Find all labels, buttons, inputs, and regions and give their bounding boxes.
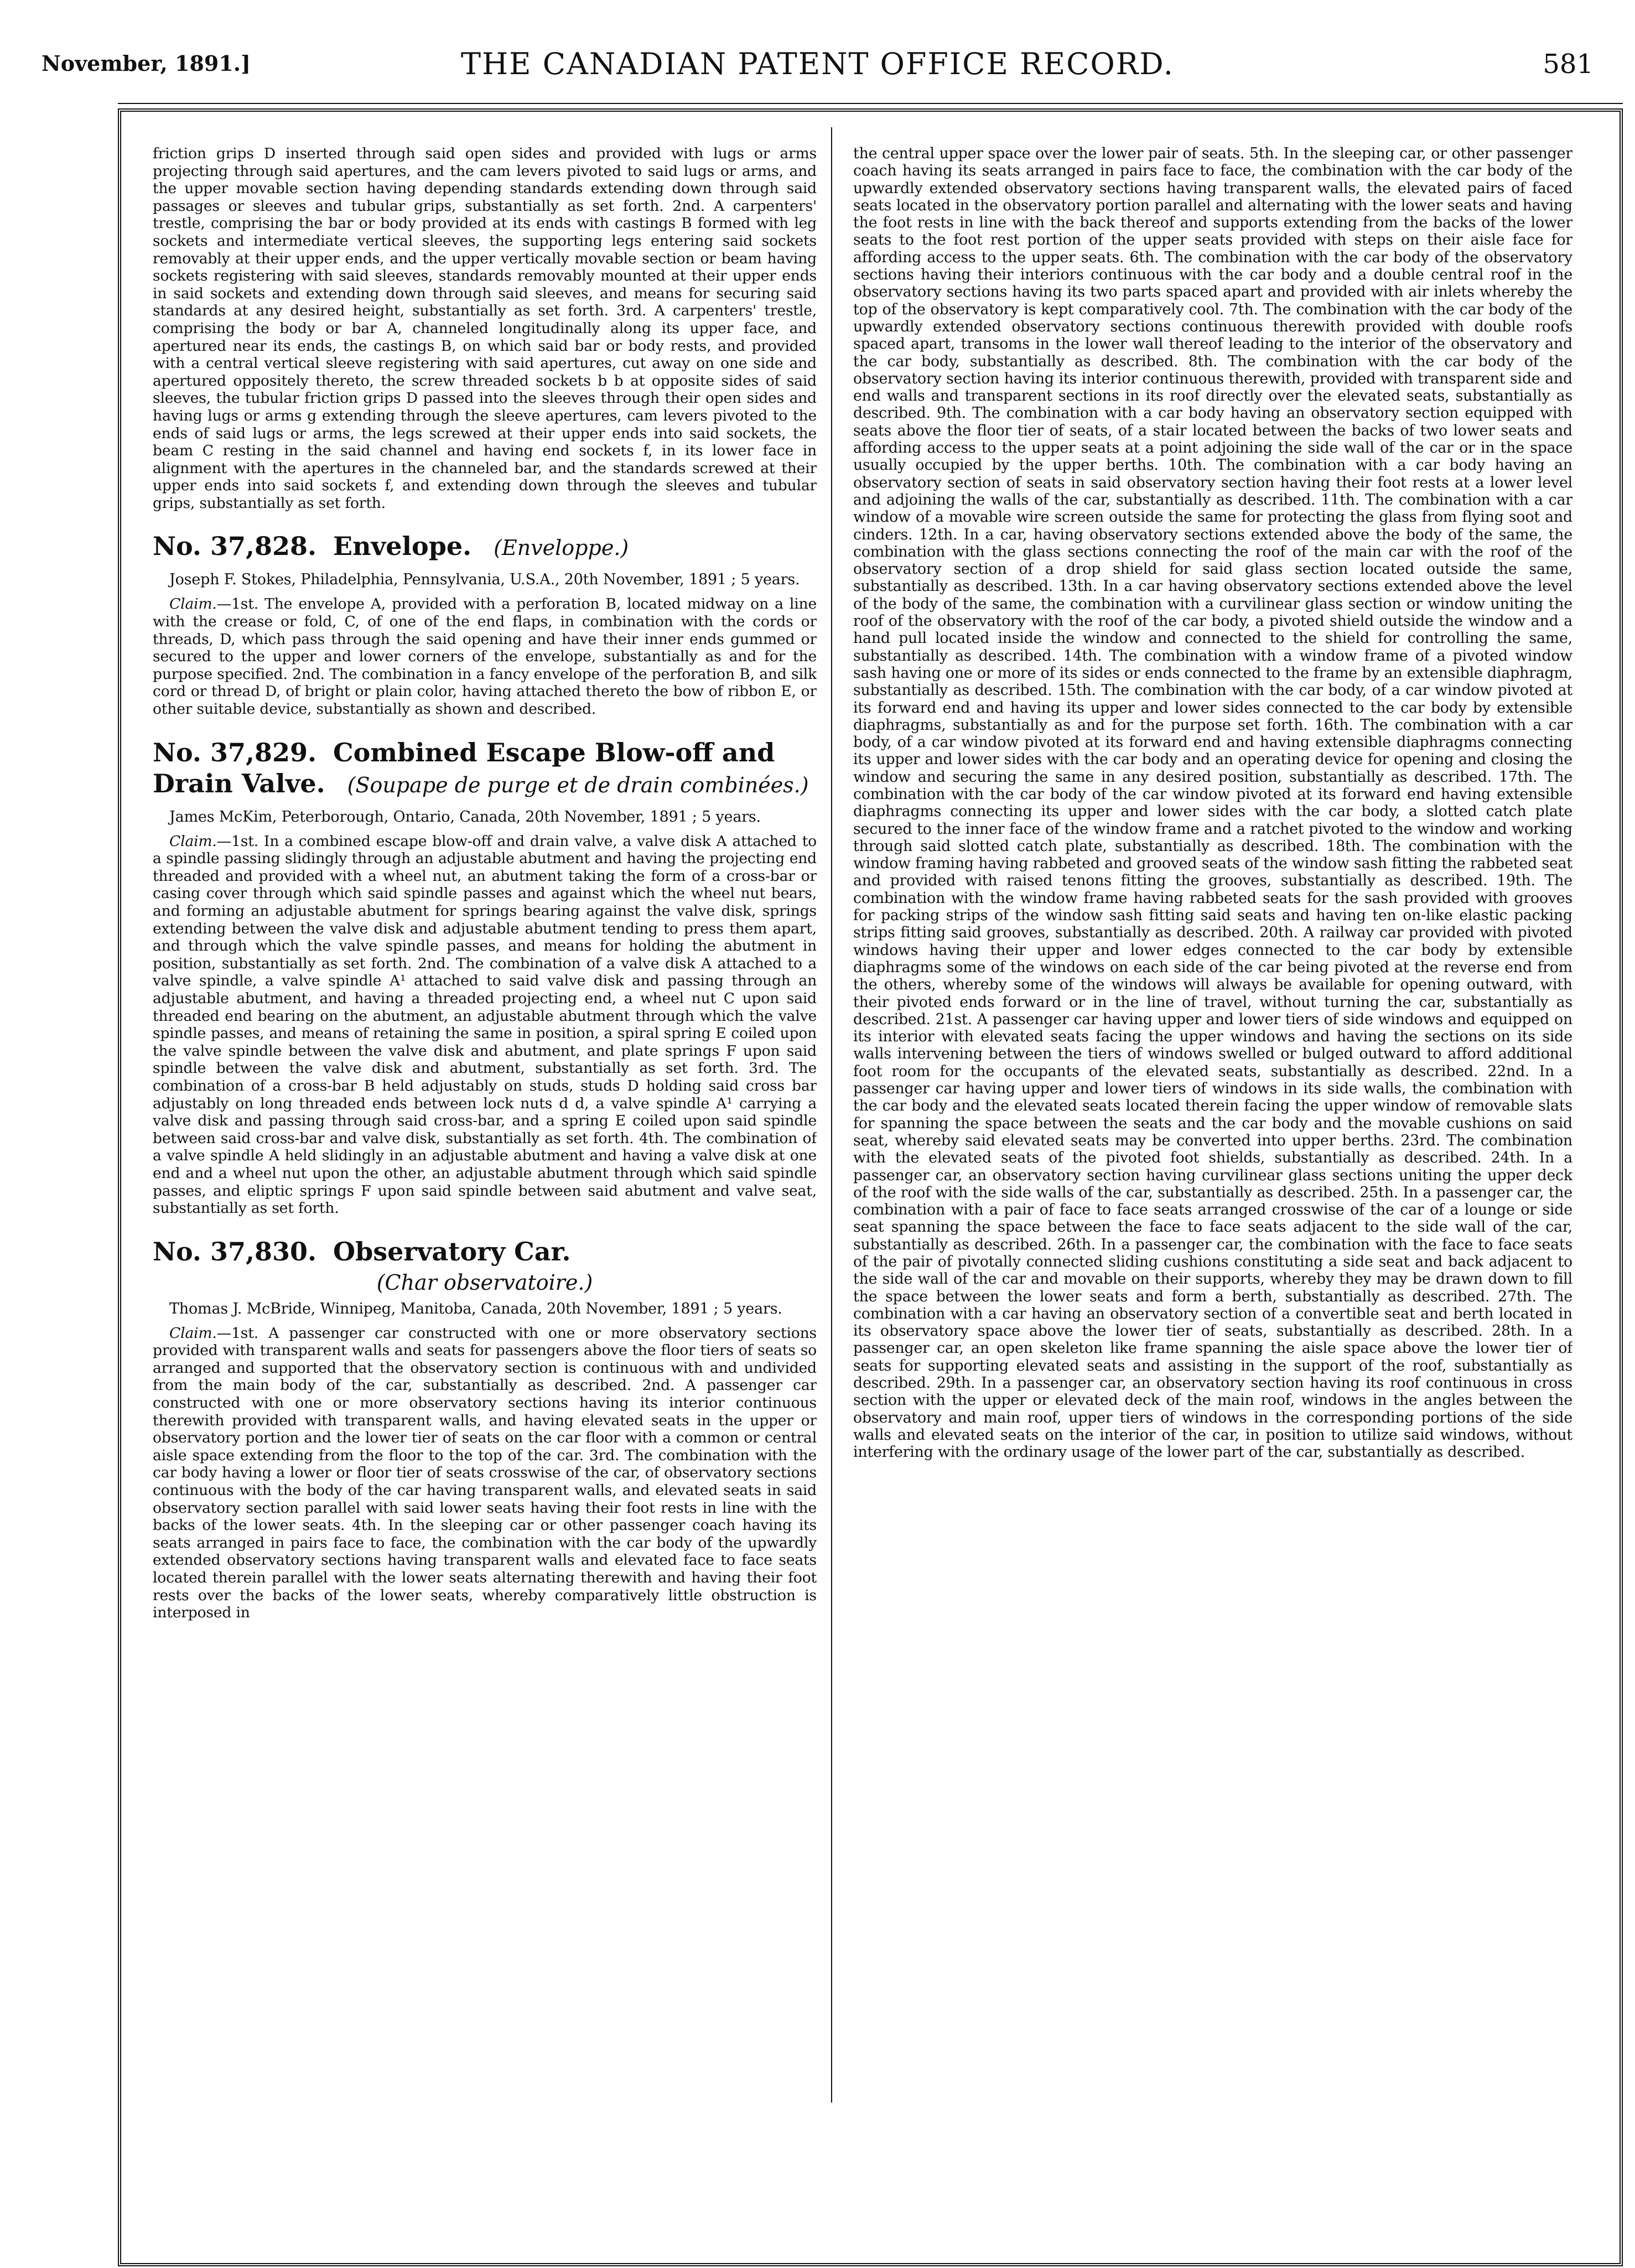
claim-label: Claim. [169, 595, 217, 613]
header-title: THE CANADIAN PATENT OFFICE RECORD. [461, 46, 1174, 81]
patent-number: No. 37,830. [153, 1236, 317, 1267]
continuation-text: friction grips D inserted through said open sides and provided with lugs or arms projecting through said apertures, and the cam levers pivoted to said lugs or arms, and the upper movable section having depending standards extending down through said passages or sleeves and tubular grips, substantially as set forth. 2nd. A carpenters' trestle, comprising the bar or body provided at its ends with castings B formed with leg sockets and intermediate vertical sleeves, the supporting legs entering said sockets removably at their upper ends, and the upper vertically movable section or beam having sockets registering with said sleeves, standards removably mounted at their upper ends in said sockets and extending down through said sleeves, and means for securing said standards at any desired height, substantially as set forth. 3rd. A carpenters' trestle, comprising the body or bar A, channeled longitudinally along its upper face, and apertured near its ends, the castings B, on which said bar or body rests, and provided with a central vertical sleeve registering with said apertures, cut away on one side and apertured oppositely thereto, the screw threaded sockets b b at opposite sides of said sleeves, the tubular friction grips D passed into the sleeves through their open sides and having lugs or arms g extending through the sleeve apertures, cam levers pivoted to the ends of said lugs or arms, the legs screwed at their upper ends into said sockets, the beam C resting in the said channel and having end sockets f, in its lower face in alignment with the apertures in the channeled bar, and the standards screwed at their upper ends into said sockets f, and extending down through the sleeves and tubular grips, substantially as set forth. [153, 145, 817, 512]
patent-french-name: (Soupape de purge et de drain combinées.) [347, 772, 809, 797]
patent-name: Combined Escape Blow-off and Drain Valve. [153, 737, 775, 798]
claim-text [153, 1325, 817, 1622]
applicant-line: James McKim, Peterborough, Ontario, Canada, 20th November, 1891 ; 5 years. [169, 808, 761, 826]
claim-body: —1st. In a combined escape blow-off and drain valve, a valve disk A attached to a spindle passing slidingly through an adjustable abutment and having the projecting end threaded and provided with a wheel nut, an abutment taking the form of a cross-bar or casing cover through which said spindle passes and against which the wheel nut bears, and forming an adjustable abutment for springs bearing against the valve disk, springs extending between the valve disk and adjustable abutment tending to press them apart, and through which the valve spindle passes, and means for holding the abutment in position, substantially as set forth. 2nd. The combination of a valve disk A attached to a valve spindle, a valve spindle A¹ attached to said valve disk and passing through an adjustable abutment, and having a threaded projecting end, a wheel nut C upon said threaded end bearing on the abutment, an adjustable abutment through which the valve spindle passes, and means of retaining the same in position, a spiral spring E coiled upon the valve spindle between the valve disk and abutment, and plate springs F upon said spindle between the valve disk and abutment, substantially as set forth. 3rd. The combination of a cross-bar B held adjustably on studs, studs D holding said cross bar adjustably on long threaded ends between lock nuts d d, a valve spindle A¹ carrying a valve disk and passing through said cross-bar, and a spring E coiled upon said spindle between said cross-bar and valve disk, substantially as set forth. 4th. The combination of a valve spindle A held slidingly in an adjustable abutment and having a valve disk at one end and a wheel nut upon the other, an adjustable abutment through which said spindle passes, and eliptic springs F upon said spindle between said abutment and valve seat, substantially as set forth. [153, 832, 817, 1217]
applicant-line: Thomas J. McBride, Winnipeg, Manitoba, Canada, 20th November, 1891 ; 5 years. [169, 1300, 782, 1317]
top-rule [118, 103, 1623, 104]
right-column [853, 145, 1572, 2115]
claim-label: Claim. [169, 832, 217, 850]
patent-french-name: (Enveloppe.) [494, 536, 629, 560]
claim-text [153, 833, 817, 1217]
header-page-number: 581 [1543, 49, 1594, 80]
left-column [153, 145, 817, 2115]
claim-body: —1st. A passenger car constructed with one or more observatory sections provided with transparent walls and seats for passengers above the floor tiers of seats so arranged and supported that the observatory section is continuous with and undivided from the main body of the car, substantially as described. 2nd. A passenger car constructed with one or more observatory sections having its interior continuous therewith provided with transparent walls, and having elevated seats in the upper or observatory portion and the lower tier of seats on the car floor with a common or central aisle space extending from the floor to the top of the car. 3rd. The combination with the car body having a lower or floor tier of seats crosswise of the car, of observatory sections continuous with the body of the car having transparent walls, and elevated seats in said observatory section parallel with said lower seats having their foot rests in line with the backs of the lower seats. 4th. In the sleeping car or other passenger coach having its seats arranged in pairs face to face, the combination with the car body of the upwardly extended observatory sections having transparent walls and elevated face to face seats located therein parallel with the lower seats alternating therewith and having their foot rests over the backs of the lower seats, whereby comparatively little obstruction is interposed in [153, 1324, 817, 1622]
patent-entry-37828 [153, 531, 817, 718]
applicant-line: Joseph F. Stokes, Philadelphia, Pennsylvania, U.S.A., 20th November, 1891 ; 5 years. [169, 571, 800, 589]
entry-heading [153, 737, 817, 801]
right-column-text: the central upper space over the lower pair of seats. 5th. In the sleeping car, or other passenger coach having its seats arranged in pairs face to face, the combination with the car body of the upwardly extended observatory sections having transparent walls, the elevated pairs of faced seats located in the observatory portion parallel and alternating with the lower seats and having the foot rests in line with the back thereof and supports extending from the backs of the lower seats to the foot rest portion of the upper seats provided with steps on their aisle face for affording access to the upper seats. 6th. The combination with the car body of the observatory sections having their interiors continuous with the car body and a double central roof in the observatory sections having its two parts spaced apart and provided with air inlets whereby the top of the observatory is kept comparatively cool. 7th. The combination with the car body of the upwardly extended observatory sections continuous therewith provided with double roofs spaced apart, transoms in the lower wall thereof leading to the interior of the observatory and the car body, substantially as described. 8th. The combination with the car body of the observatory section having its interior continuous therewith, provided with transparent side and end walls and transparent sections in its roof directly over the elevated seats, substantially as described. 9th. The combination with a car body having an observatory section equipped with seats above the floor tier of seats, of a stair located between the backs of two lower seats and affording access to the upper seats at a point adjoining the side wall of the car or in the space usually occupied by the upper berths. 10th. The combination with a car body having an observatory section of seats in said observatory section having their foot rests at a lower level and adjoining the walls of the car, substantially as described. 11th. The combination with a car window of a movable wire screen outside the same for protecting the glass from flying soot and cinders. 12th. In a car, having observatory sections extended above the body of the same, the combination with the glass sections connecting the roof of the main car with the roof of the observatory section of a drop shield for said glass section located outside the same, substantially as described. 13th. In a car having observatory sections extended above the level of the body of the same, the combination with a curvilinear glass section or window uniting the roof of the observatory with the roof of the car body, a pivoted shield outside the window and a hand pull located inside the window and connected to the shield for controlling the same, substantially as described. 14th. The combination with a window frame of a pivoted window sash having one or more of its sides or ends connected to the frame by an extensible diaphragm, substantially as described. 15th. The combination with the car body, of a car window pivoted at its forward end and having its upper and lower sides connected to the car body by extensible diaphragms, substantially as and for the purpose set forth. 16th. The combination with a car body, of a car window pivoted at its forward end and having extensible diaphragms connecting its upper and lower sides with the car body and an operating device for opening and closing the window and securing the same in any desired position, substantially as described. 17th. The combination with the car body of the car window pivoted at its forward end having extensible diaphragms connecting its upper and lower sides with the car body, a slotted catch plate secured to the inner face of the window frame and a ratchet pivoted to the window and working through said slotted catch plate, substantially as described. 18th. The combination with the window framing having rabbeted and grooved seats of the window sash fitting the rabbeted seat and provided with raised tenons fitting the grooves, substantially as described. 19th. The combination with the window frame having rabbeted seats for the sash provided with grooves for packing strips of the window sash fitting said seats and having ten on-like elastic packing strips fitting said grooves, substantially as described. 20th. A railway car provided with pivoted windows having their upper and lower edges connected to the car body by extensible diaphragms some of the windows on each side of the car being pivoted at the reverse end from the others, whereby some of the windows will always be available for opening outward, with their pivoted ends forward or in the line of travel, without turning the car, substantially as described. 21st. A passenger car having upper and lower tiers of side windows and equipped on its interior with elevated seats facing the upper windows and having the sections on its side walls intervening between the tiers of windows swelled or bulged outward to afford additional foot room for the occupants of the elevated seats, substantially as described. 22nd. In a passenger car having upper and lower tiers of windows in its side walls, the combination with the car body and the elevated seats located therein facing the upper window of removable slats for spanning the space between the seats and the car body and the movable cushions on said seat, whereby said elevated seats may be converted into upper berths. 23rd. The combination with the elevated seats of the pivoted foot shields, substantially as described. 24th. In a passenger car, an observatory section having curvilinear glass sections uniting the upper deck of the roof with the side walls of the car, substantially as described. 25th. In a passenger car, the combination with a pair of face to face seats arranged crosswise of the car of a lounge or side seat spanning the space between the face to face seats adjacent to the side wall of the car, substantially as described. 26th. In a passenger car, the combination with the face to face seats of the pair of pivotally connected sliding cushions constituting a side seat and back adjacent to the side wall of the car and movable on their supports, whereby they may be drawn down to fill the space between the lower seats and form a berth, substantially as described. 27th. The combination with a car having an observatory section of a convertible seat and berth located in its observatory space above the lower tier of seats, substantially as described. 28th. In a passenger car, an open skeleton like frame spanning the aisle space above the lower tier of seats for supporting elevated seats and assisting in the support of the roof, substantially as described. 29th. In a passenger car, an observatory section having its roof continuous in cross section with the upper or elevated deck of the main roof, windows in the angles between the observatory and main roof, upper tiers of windows in the corresponding portions of the side walls and elevated seats on the interior of the car, in position to utilize said windows, without interfering with the ordinary usage of the lower part of the car, substantially as described. [853, 145, 1572, 1461]
entry-heading [153, 1236, 817, 1267]
patent-name: Envelope. [333, 531, 472, 562]
claim-label: Claim. [169, 1324, 217, 1342]
claim-text [153, 595, 817, 718]
column-divider [831, 127, 832, 2103]
patent-french-name: (Char observatoire.) [376, 1270, 593, 1295]
entry-heading [153, 531, 817, 563]
patent-entry-37829 [153, 737, 817, 1217]
patent-number: No. 37,828. [153, 531, 317, 562]
page-header [41, 46, 1594, 91]
patent-entry-37830 [153, 1236, 817, 1622]
header-date: November, 1891.] [41, 51, 251, 76]
claim-body: —1st. The envelope A, provided with a perforation B, located midway on a line with the crease or fold, C, of one of the end flaps, in combination with the cords or threads, D, which pass through the said opening and have their inner ends gummed or secured to the upper and lower corners of the envelope, substantially as and for the purpose specified. 2nd. The combination in a fancy envelope of the perforation B, and silk cord or thread D, of bright or plain color, having attached thereto the bow of ribbon E, or other suitable device, substantially as shown and described. [153, 595, 817, 718]
patent-number: No. 37,829. [153, 737, 317, 767]
patent-name: Observatory Car. [333, 1236, 571, 1267]
